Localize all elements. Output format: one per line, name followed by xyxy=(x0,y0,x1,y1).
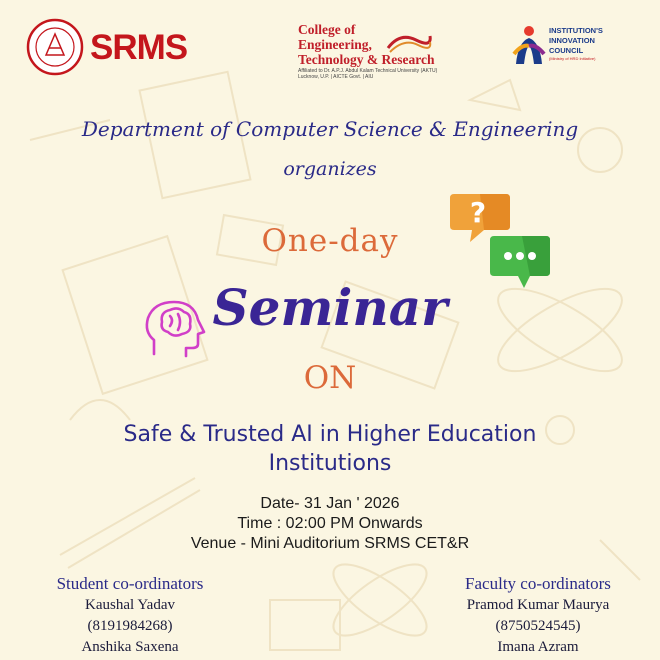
iic-text xyxy=(549,26,603,62)
student-coord-name-2: Anshika Saxena xyxy=(81,639,179,655)
faculty-coord-name-2: Imana Azram xyxy=(497,639,579,655)
srms-seal-icon xyxy=(26,18,84,76)
brain-icon xyxy=(142,296,212,366)
faculty-coordinators xyxy=(448,573,628,658)
topic-line-2: Institutions xyxy=(268,451,392,476)
topic-title xyxy=(0,420,660,478)
seminar-title: Seminar xyxy=(212,278,448,337)
faculty-coord-phone-1: (8750524545) xyxy=(495,618,581,634)
student-coord-name-1: Kaushal Yadav xyxy=(85,597,175,613)
event-venue: Venue - Mini Auditorium SRMS CET&R xyxy=(190,535,470,552)
event-time: Time : 02:00 PM Onwards xyxy=(237,515,423,532)
event-details xyxy=(0,494,660,554)
student-coord-phone-1: (8191984268) xyxy=(87,618,173,634)
college-line-3: Technology & Research xyxy=(298,52,435,67)
department-line: Department of Computer Science & Engineering xyxy=(81,117,579,141)
chat-bubble-icon xyxy=(488,232,552,290)
organizes-text: organizes xyxy=(283,158,377,180)
student-coordinators xyxy=(40,573,220,658)
topic-line-1: Safe & Trusted AI in Higher Education xyxy=(123,422,537,447)
iic-line-1: INSTITUTION'S xyxy=(549,26,603,35)
svg-text:?: ? xyxy=(469,196,487,229)
on-text: ON xyxy=(303,360,357,396)
faculty-coord-title: Faculty co-ordinators xyxy=(465,574,611,593)
iic-logo-icon xyxy=(512,24,546,68)
college-swoosh-icon xyxy=(386,30,432,54)
college-line-1: College of xyxy=(298,22,356,37)
college-affiliation: Affiliated to Dr. A.P.J. Abdul Kalam Technical University (AKTU) Lucknow, U.P. | AICTE Govt. | AIU xyxy=(298,68,438,80)
event-date: Date- 31 Jan ' 2026 xyxy=(260,495,400,512)
srms-wordmark: SRMS xyxy=(90,28,188,67)
student-coord-title: Student co-ordinators xyxy=(56,574,204,593)
iic-ministry: (Ministry of HRD Initiative) xyxy=(549,56,596,61)
faculty-coord-name-1: Pramod Kumar Maurya xyxy=(466,597,610,613)
iic-line-2: INNOVATION xyxy=(549,36,595,45)
iic-line-3: COUNCIL xyxy=(549,46,584,55)
college-line-2: Engineering, xyxy=(298,37,372,52)
one-day-text: One-day xyxy=(261,223,399,259)
